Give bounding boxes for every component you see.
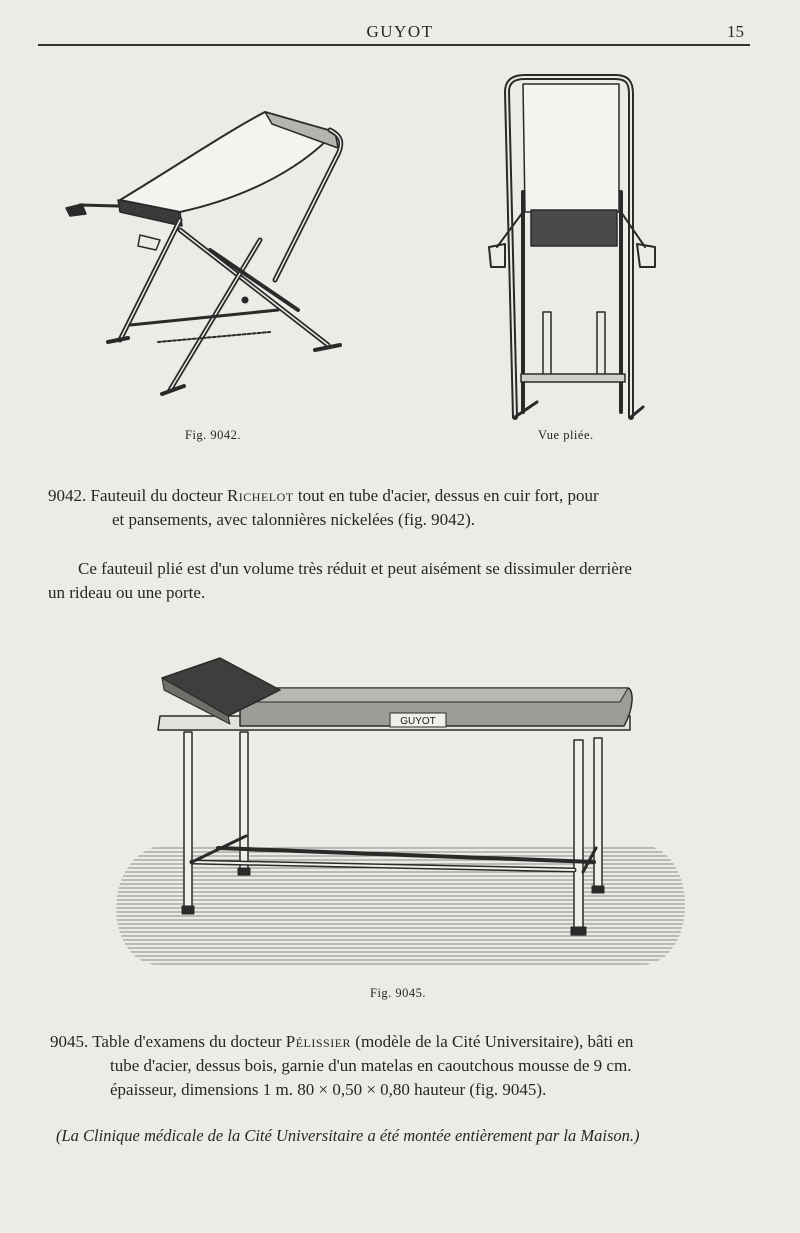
item-9042-note-line2: un rideau ou une porte. — [48, 583, 206, 602]
item-9042-text-start: Fauteuil du docteur — [90, 486, 223, 505]
item-9045-description — [50, 1030, 760, 1054]
folded-chair-illustration — [485, 72, 665, 422]
chair-figure-caption: Fig. 9042. — [185, 428, 242, 442]
item-9045-text-start: Table d'examens du docteur — [92, 1032, 282, 1051]
folded-view-caption: Vue pliée. — [538, 428, 594, 442]
table-brand-label: GUYOT — [400, 716, 436, 727]
item-9045-text-end: (modèle de la Cité Universitaire), bâti en — [355, 1032, 634, 1051]
item-9045-line2: tube d'acier, dessus bois, garnie d'un matelas en caoutchous mousse de 9 cm. — [110, 1056, 632, 1075]
item-9045-number: 9045. — [50, 1032, 89, 1051]
item-9042-line2: et pansements, avec talonnières nickelées (fig. 9042). — [112, 510, 476, 529]
item-9042-text-end: tout en tube d'acier, dessus en cuir fort, pour — [297, 486, 599, 505]
item-9042-number: 9042. — [48, 486, 87, 505]
item-9042-doctor-name: Richelot — [226, 486, 294, 505]
footer-note: (La Clinique médicale de la Cité Universitaire a été montée entièrement par la Maison.) — [56, 1126, 640, 1145]
item-9042-note-line1: Ce fauteuil plié est d'un volume très réduit et peut aisément se dissimuler derrière — [78, 559, 632, 578]
item-9045-doctor-name: Pélissier — [285, 1032, 352, 1051]
chair-illustration — [60, 100, 360, 405]
item-9042-description — [48, 484, 758, 508]
running-header-title: GUYOT — [366, 22, 434, 41]
header-rule — [38, 44, 750, 46]
examination-table-illustration — [100, 650, 700, 970]
table-figure-caption: Fig. 9045. — [370, 986, 427, 1000]
item-9045-line3: épaisseur, dimensions 1 m. 80 × 0,50 × 0,80 hauteur (fig. 9045). — [110, 1080, 547, 1099]
page-number: 15 — [727, 22, 744, 41]
